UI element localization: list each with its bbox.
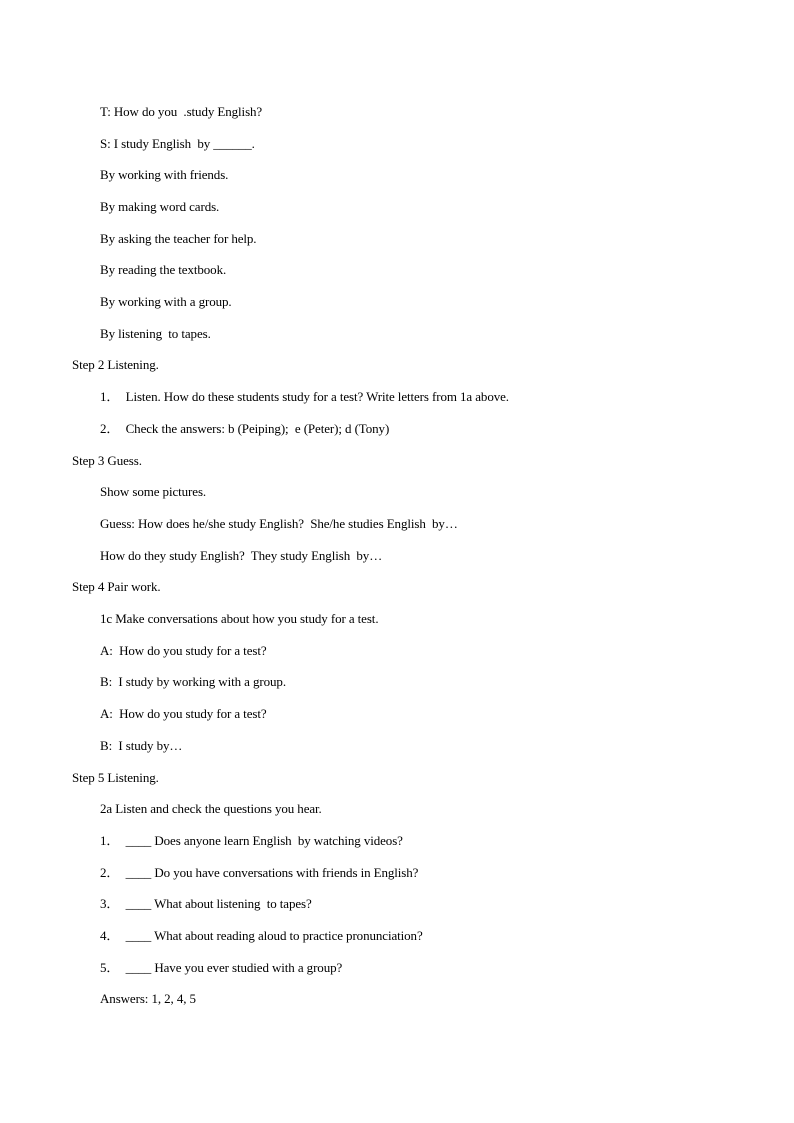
step-3-line-1: Show some pictures. xyxy=(100,484,207,499)
step-4-dialogue-a2: A: How do you study for a test? xyxy=(100,706,267,721)
step-5-answers: Answers: 1, 2, 4, 5 xyxy=(100,991,196,1006)
step-2-heading: Step 2 Listening. xyxy=(72,357,159,372)
step-5-instruction: 2a Listen and check the questions you hear. xyxy=(100,801,322,816)
step-5-question-1: 1． ____ Does anyone learn English by watching videos? xyxy=(100,833,403,848)
option-working-with-friends: By working with friends. xyxy=(100,167,229,182)
step-4-dialogue-a1: A: How do you study for a test? xyxy=(100,643,267,658)
step-4-dialogue-b1: B: I study by working with a group. xyxy=(100,674,286,689)
step-3-heading: Step 3 Guess. xyxy=(72,453,142,468)
option-working-with-group: By working with a group. xyxy=(100,294,232,309)
step-4-dialogue-b2: B: I study by… xyxy=(100,738,183,753)
step-5-question-2: 2． ____ Do you have conversations with friends in English? xyxy=(100,865,419,880)
option-listening-to-tapes: By listening to tapes. xyxy=(100,326,211,341)
step-2-item-1: 1． Listen. How do these students study for a test? Write letters from 1a above. xyxy=(100,389,509,404)
step-5-question-3: 3． ____ What about listening to tapes? xyxy=(100,896,312,911)
step-5-question-4: 4． ____ What about reading aloud to practice pronunciation? xyxy=(100,928,423,943)
option-making-word-cards: By making word cards. xyxy=(100,199,220,214)
step-5-heading: Step 5 Listening. xyxy=(72,770,159,785)
option-reading-textbook: By reading the textbook. xyxy=(100,262,227,277)
dialogue-teacher-question: T: How do you .study English? xyxy=(100,104,263,119)
option-asking-teacher: By asking the teacher for help. xyxy=(100,231,257,246)
step-3-line-3: How do they study English? They study English by… xyxy=(100,548,383,563)
step-4-heading: Step 4 Pair work. xyxy=(72,579,161,594)
step-4-instruction: 1c Make conversations about how you study for a test. xyxy=(100,611,379,626)
step-2-item-2: 2． Check the answers: b (Peiping); e (Peter); d (Tony) xyxy=(100,421,390,436)
step-5-question-5: 5． ____ Have you ever studied with a group? xyxy=(100,960,343,975)
dialogue-student-answer: S: I study English by ______. xyxy=(100,136,255,151)
step-3-line-2: Guess: How does he/she study English? She/he studies English by… xyxy=(100,516,458,531)
